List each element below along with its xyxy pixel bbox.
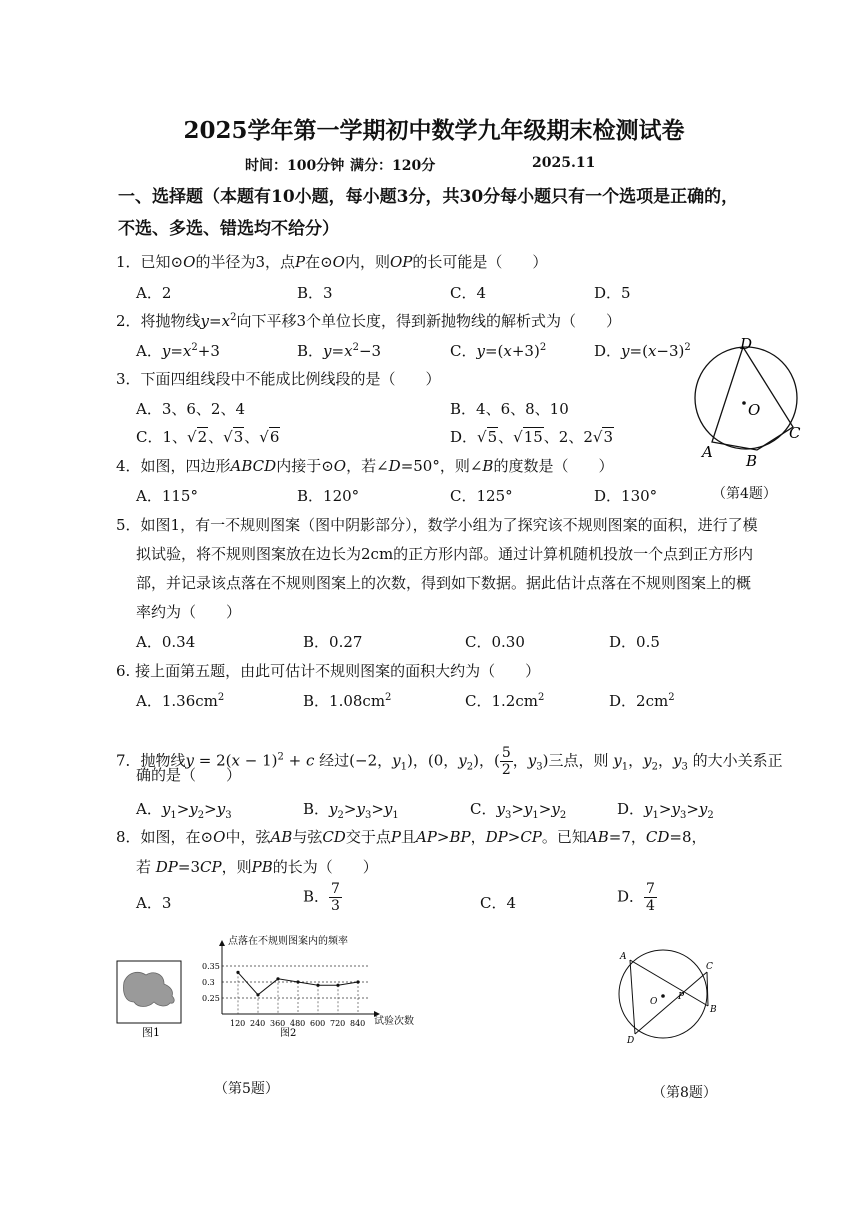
- question-6: 6. 接上面第五题，由此可估计不规则图案的面积大约为（ ）: [116, 662, 541, 680]
- q6-option-d: D．$2cm^2$: [609, 692, 675, 710]
- figure-q4-circle: [690, 330, 810, 480]
- figure-2-label: 图2: [280, 1028, 297, 1039]
- question-5-line2: 拟试验，将不规则图案放在边长为2cm的正方形内部。通过计算机随机投放一个点到正方形内: [136, 545, 754, 563]
- exam-date: 2025.11: [532, 155, 596, 171]
- chart-title: 点落在不规则图案内的频率: [228, 936, 348, 947]
- q1-option-b: B．3: [297, 284, 333, 302]
- q3-option-b: B．4、6、8、10: [450, 400, 569, 418]
- q5-option-d: D．0.5: [609, 633, 660, 651]
- q4-option-d: D．130°: [594, 487, 658, 505]
- label-b: B: [710, 1005, 717, 1015]
- label-o: O: [748, 401, 761, 419]
- q4-option-b: B．120°: [297, 487, 360, 505]
- q5-option-c: C．0.30: [465, 633, 525, 651]
- label-b: B: [746, 452, 758, 470]
- section-heading-line2: 不选、多选、错选均不给分）: [118, 219, 339, 239]
- data-point: [256, 993, 259, 996]
- question-3: 3．下面四组线段中不能成比例线段的是（ ）: [116, 370, 441, 388]
- label-a: A: [620, 952, 627, 962]
- q8-option-a: A．3: [136, 894, 172, 912]
- q5-option-a: A．0.34: [136, 633, 196, 651]
- x-tick-label: 240: [250, 1019, 266, 1028]
- q8-option-b: B． $\frac{7}{3}$: [303, 881, 340, 914]
- q2-option-d: D．$y=(x-3)^2$: [594, 342, 691, 360]
- question-4: 4．如图，四边形ABCD内接于⊙O，若∠D=50°，则∠B的度数是（ ）: [116, 457, 614, 475]
- q5-option-b: B．0.27: [303, 633, 363, 651]
- q3-option-a: A．3、6、2、4: [136, 400, 246, 418]
- x-tick-label: 840: [350, 1019, 366, 1028]
- q7-option-c: C．$y_3>y_1>y_2$: [470, 800, 567, 821]
- label-o: O: [650, 997, 658, 1007]
- y-axis-arrow: [219, 940, 225, 946]
- center-dot: [661, 994, 665, 998]
- q8-option-c: C．4: [480, 894, 517, 912]
- shaded-region: [123, 972, 174, 1006]
- label-d: D: [627, 1036, 635, 1046]
- data-point: [336, 984, 339, 987]
- q6-option-b: B．$1.08cm^2$: [303, 692, 392, 710]
- q1-option-d: D．5: [594, 284, 631, 302]
- x-tick-label: 720: [330, 1019, 346, 1028]
- q4-option-c: C．125°: [450, 487, 513, 505]
- question-5-line3: 部，并记录该点落在不规则图案上的次数，得到如下数据。据此估计点落在不规则图案上的概: [136, 574, 752, 592]
- label-c: C: [789, 424, 801, 442]
- segment-ad: [630, 960, 635, 1034]
- figure-2-frequency-chart: [196, 932, 426, 1040]
- exam-time: 时间：100分钟: [245, 158, 345, 174]
- section-heading-line1: 一、选择题（本题有10小题，每小题3分，共30分每小题只有一个选项是正确的，: [118, 187, 739, 207]
- y-tick-label: 0.3: [202, 978, 215, 987]
- q1-option-c: C．4: [450, 284, 487, 302]
- q4-option-a: A．115°: [136, 487, 198, 505]
- label-p: P: [678, 992, 685, 1002]
- q1-option-a: A．2: [136, 284, 172, 302]
- data-point: [276, 977, 279, 980]
- x-tick-label: 360: [270, 1019, 286, 1028]
- question-5-line4: 率约为（ ）: [136, 603, 242, 621]
- data-point: [296, 980, 299, 983]
- q6-option-c: C．$1.2cm^2$: [465, 692, 545, 710]
- q2-option-c: C．$y=(x+3)^2$: [450, 342, 547, 360]
- caption-q5: （第5题）: [214, 1081, 279, 1097]
- data-point: [236, 971, 239, 974]
- chord-cd: [635, 972, 707, 1034]
- q7-option-a: A．$y_1>y_2>y_3$: [136, 800, 232, 821]
- question-2: 2．将抛物线$y=x^2$向下平移3个单位长度，得到新抛物线的解析式为（ ）: [116, 312, 621, 330]
- q6-option-a: A．$1.36cm^2$: [136, 692, 225, 710]
- y-tick-label: 0.25: [202, 994, 220, 1003]
- x-tick-label: 480: [290, 1019, 306, 1028]
- q8-option-d: D． $\frac{7}{4}$: [617, 881, 655, 914]
- q2-option-b: B．$y=x^2-3$: [297, 342, 382, 360]
- segment-cb: [707, 972, 708, 1006]
- label-a: A: [702, 443, 713, 461]
- q7-option-b: B．$y_2>y_3>y_1$: [303, 800, 399, 821]
- chart-x-axis-label: 试验次数: [374, 1016, 414, 1027]
- x-tick-label: 600: [310, 1019, 326, 1028]
- question-5-line1: 5．如图1，有一不规则图案（图中阴影部分），数学小组为了探究该不规则图案的面积，进行了模: [116, 516, 758, 534]
- quadrilateral-abcd: [712, 347, 793, 450]
- figure-q8-circle: [606, 942, 722, 1052]
- data-point: [356, 980, 359, 983]
- figure-1-irregular-shape: [114, 958, 186, 1040]
- x-tick-label: 120: [230, 1019, 246, 1028]
- exam-full-score: 满分：120分: [350, 158, 436, 174]
- data-point: [316, 984, 319, 987]
- q3-option-c: C．1、√2、√3、√6: [136, 428, 280, 446]
- chord-ab: [630, 960, 708, 1006]
- page-title: 2025学年第一学期初中数学九年级期末检测试卷: [183, 117, 685, 144]
- question-1: 1．已知⊙O的半径为3，点P在⊙O内，则OP的长可能是（ ）: [116, 253, 548, 271]
- figure-1-label: 图1: [142, 1026, 160, 1039]
- caption-q8: （第8题）: [652, 1085, 717, 1101]
- question-8-line1: 8．如图，在⊙O中，弦AB与弦CD交于点P且AP>BP，DP>CP。已知AB=7，CD=8，: [116, 828, 707, 846]
- q7-option-d: D．$y_1>y_3>y_2$: [617, 800, 714, 821]
- question-7-line2: 确的是（ ）: [136, 766, 242, 784]
- center-dot: [742, 401, 746, 405]
- q3-option-d: D．√5、√15、2、2√3: [450, 428, 613, 446]
- question-8-line2: 若 DP=3CP，则PB的长为（ ）: [136, 858, 378, 876]
- label-d: D: [740, 335, 753, 353]
- label-c: C: [706, 962, 713, 972]
- y-tick-label: 0.35: [202, 962, 220, 971]
- q2-option-a: A．$y=x^2+3$: [136, 342, 220, 360]
- question-7-line1: 7．抛物线$y = 2(x - 1)^2 + c$ 经过(−2，$y_1$)，(0，$y_2$)，( $\frac{5}{2}$ ，$y_3$)三点，则 $y_1$，$y_2$，$y_3$ 的大小关系正: [116, 745, 783, 778]
- caption-q4: （第4题）: [712, 486, 777, 502]
